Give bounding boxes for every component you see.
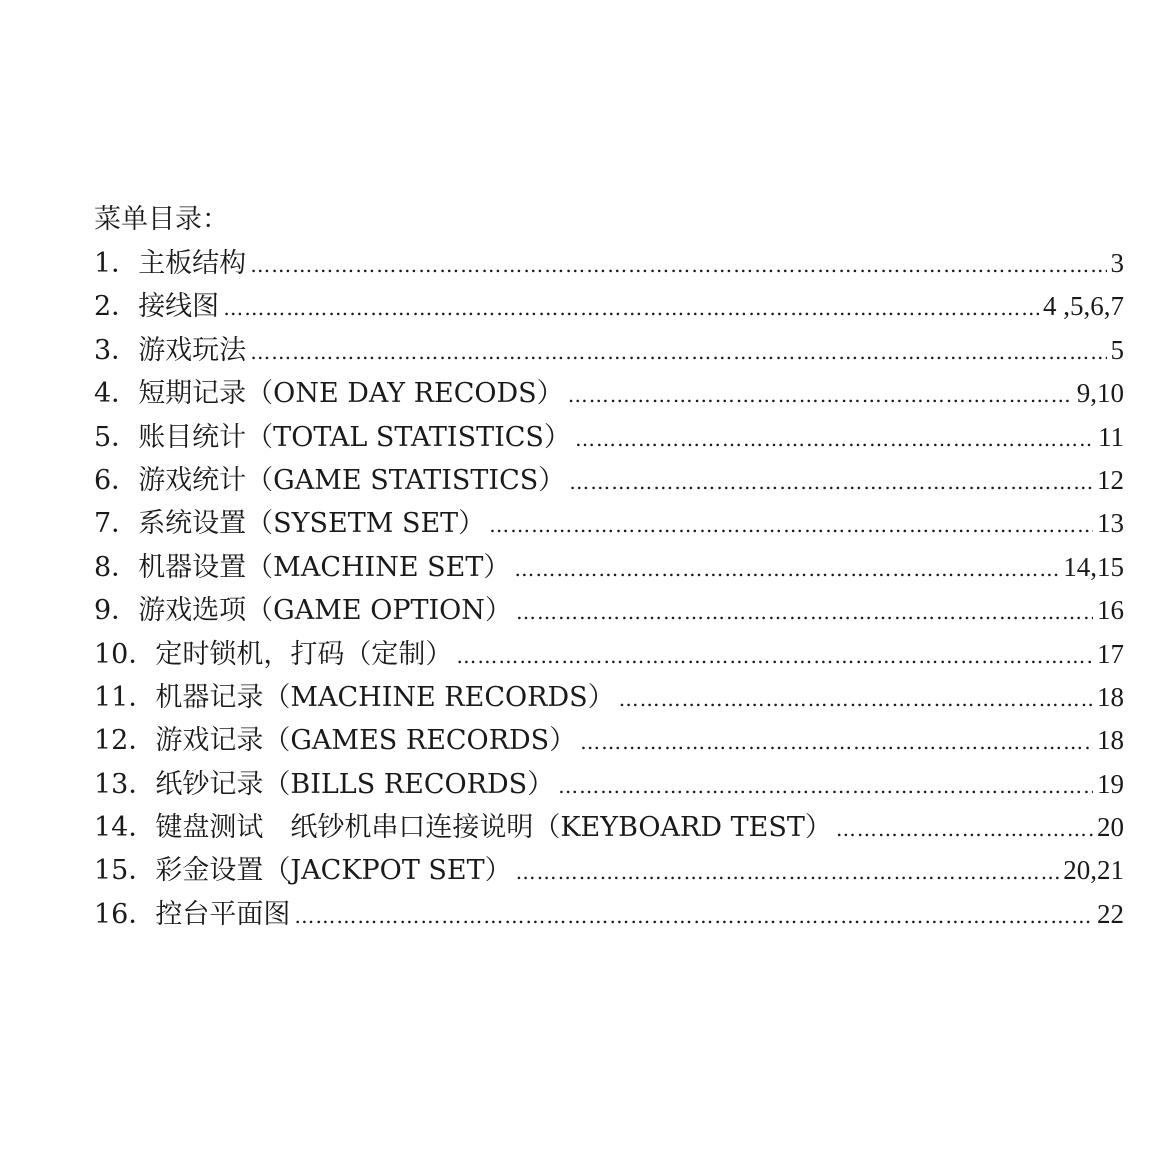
toc-heading: 菜单目录： (94, 204, 229, 235)
dot-leader (250, 331, 1106, 374)
toc-entry (94, 285, 1124, 328)
dot-leader (558, 765, 1093, 808)
dot-leader (568, 374, 1073, 417)
toc-entry-title: 彩金设置（JACKPOT SET） (155, 855, 512, 887)
dot-leader (516, 851, 1060, 894)
toc-entry-number: 15． (94, 855, 156, 887)
toc-entry (94, 806, 1124, 849)
dot-leader (580, 721, 1093, 764)
dot-leader (223, 287, 1039, 330)
dot-leader (489, 504, 1093, 547)
toc-entry-title: 纸钞记录（BILLS RECORDS） (155, 768, 555, 800)
toc-entry-page: 9,10 (1076, 378, 1124, 409)
toc-entry-page: 12 (1097, 464, 1124, 495)
toc-entry (94, 719, 1124, 762)
toc-entry-number: 13． (94, 768, 156, 800)
dot-leader (456, 635, 1093, 678)
toc-entry-page: 18 (1097, 725, 1124, 756)
toc-entry-page: 4 ,5,6,7 (1043, 291, 1124, 322)
dot-leader (514, 548, 1059, 591)
toc-entry-title: 账目统计（TOTAL STATISTICS） (138, 421, 571, 453)
toc-entry-number: 3． (94, 334, 139, 366)
toc-entry-page: 22 (1097, 898, 1124, 929)
toc-entry (94, 676, 1124, 719)
dot-leader (294, 895, 1093, 938)
toc-entry-page: 3 (1110, 248, 1124, 278)
toc-entry-title: 机器记录（MACHINE RECORDS） (155, 681, 615, 713)
toc-entry-number: 8． (94, 551, 139, 583)
toc-entry (94, 849, 1124, 892)
dot-leader (619, 678, 1093, 721)
toc-entry-number: 9． (94, 595, 139, 627)
toc-entry-page: 16 (1097, 595, 1124, 626)
toc-entry-page: 5 (1110, 334, 1124, 365)
toc-entry-page: 18 (1097, 681, 1124, 712)
toc-entry-number: 14． (94, 812, 156, 844)
toc-entry (94, 459, 1124, 502)
toc-entry-number: 6． (94, 464, 139, 496)
toc-entry-number: 1． (94, 248, 139, 279)
toc-entry-title: 定时锁机，打码（定制） (155, 638, 453, 670)
toc-entry (94, 372, 1124, 415)
toc-entry-title: 接线图 (138, 291, 220, 323)
dot-leader (836, 808, 1093, 851)
toc-entry-title: 游戏选项（GAME OPTION） (138, 595, 512, 627)
toc-entry-title: 游戏记录（GAMES RECORDS） (155, 725, 577, 757)
table-of-contents (94, 198, 1124, 936)
toc-entry-page: 11 (1098, 421, 1124, 452)
toc-entry-page: 17 (1097, 638, 1124, 669)
toc-entry-number: 2． (94, 291, 139, 323)
toc-entry (94, 329, 1124, 372)
toc-list (94, 242, 1124, 936)
toc-entry (94, 502, 1124, 545)
toc-entry-page: 19 (1097, 768, 1124, 799)
toc-entry-title: 控台平面图 (155, 898, 291, 930)
toc-entry (94, 546, 1124, 589)
dot-leader (250, 244, 1106, 287)
toc-entry-number: 11． (94, 681, 156, 713)
toc-entry (94, 416, 1124, 459)
toc-entry-page: 20,21 (1063, 855, 1124, 886)
toc-entry-title: 主板结构 (138, 248, 247, 279)
toc-entry-title: 游戏统计（GAME STATISTICS） (138, 464, 566, 496)
toc-entry-title: 键盘测试 纸钞机串口连接说明（KEYBOARD TEST） (155, 812, 832, 844)
dot-leader (569, 461, 1093, 504)
toc-entry-number: 10． (94, 638, 156, 670)
toc-entry-page: 20 (1097, 812, 1124, 843)
toc-entry (94, 633, 1124, 676)
toc-entry-title: 机器设置（MACHINE SET） (138, 551, 511, 583)
toc-entry-number: 7． (94, 508, 139, 540)
toc-entry-title: 短期记录（ONE DAY RECODS） (138, 378, 564, 410)
toc-entry (94, 763, 1124, 806)
toc-entry-number: 16． (94, 898, 156, 930)
dot-leader (575, 418, 1094, 461)
toc-entry-page: 13 (1097, 508, 1124, 539)
toc-entry-title: 系统设置（SYSETM SET） (138, 508, 486, 540)
toc-entry-page: 14,15 (1063, 551, 1124, 582)
toc-entry-number: 12． (94, 725, 156, 757)
toc-entry-number: 5． (94, 421, 139, 453)
dot-leader (516, 591, 1093, 634)
toc-entry-number: 4． (94, 378, 139, 410)
toc-entry (94, 242, 1124, 285)
toc-entry (94, 893, 1124, 936)
toc-entry (94, 589, 1124, 632)
toc-entry-title: 游戏玩法 (138, 334, 247, 366)
